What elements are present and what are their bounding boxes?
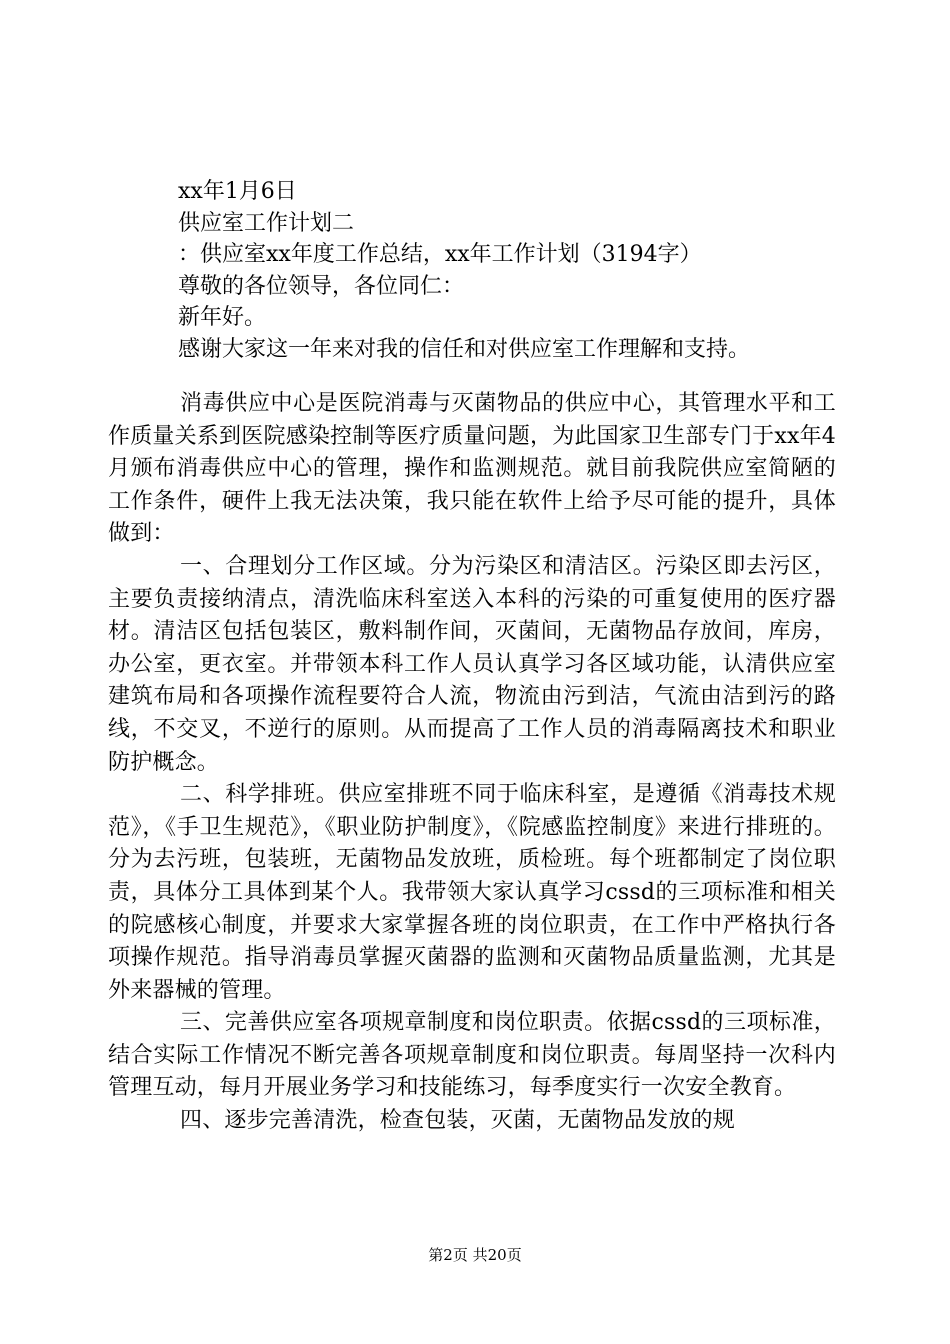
paragraph-intro: 消毒供应中心是医院消毒与灭菌物品的供应中心，其管理水平和工作质量关系到医院感染控制等医疗质量问题，为此国家卫生部专门于xx年4月颁布消毒供应中心的管理，操作和监测规范。就目前我院供应室简陋的工作条件，硬件上我无法决策，我只能在软件上给予尽可能的提升，具体做到： (108, 391, 836, 547)
document-body (108, 388, 836, 1138)
paragraph-section-1: 一、合理划分工作区域。分为污染区和清洁区。污染区即去污区，主要负责接纳清点，清洗临床科室送入本科的污染的可重复使用的医疗器材。清洁区包括包装区，敷料制作间，灭菌间，无菌物品存放间，库房，办公室，更衣室。并带领本科工作人员认真学习各区域功能，认清供应室建筑布局和各项操作流程要符合人流，物流由污到洁，气流由洁到污的路线，不交叉，不逆行的原则。从而提高了工作人员的消毒隔离技术和职业防护概念。 (108, 553, 836, 775)
document-subtitle: ：供应室xx年度工作总结，xx年工作计划（3194字） (178, 242, 702, 267)
salutation: 尊敬的各位领导，各位同仁： (178, 273, 465, 299)
document-title: 供应室工作计划二 (178, 210, 355, 236)
paragraph-section-3: 三、完善供应室各项规章制度和岗位职责。依据cssd的三项标准，结合实际工作情况不断完善各项规章制度和岗位职责。每周坚持一次科内管理互动，每月开展业务学习和技能练习，每季度实行一次安全教育。 (108, 1010, 836, 1101)
greeting: 新年好。 (178, 305, 267, 330)
paragraph-section-4: 四、逐步完善清洗，检查包装，灭菌，无菌物品发放的规 (180, 1108, 736, 1134)
document-header (178, 176, 878, 365)
date-line: xx年1月6日 (178, 179, 297, 204)
paragraph-section-2: 二、科学排班。供应室排班不同于临床科室，是遵循《消毒技术规范》，《手卫生规范》，《职业防护制度》，《院感监控制度》来进行排班的。分为去污班，包装班，无菌物品发放班，质检班。每个班都制定了岗位职责，具体分工具体到某个人。我带领大家认真学习cssd的三项标准和相关的院感核心制度，并要求大家掌握各班的岗位职责，在工作中严格执行各项操作规范。指导消毒员掌握灭菌器的监测和灭菌物品质量监测，尤其是外来器械的管理。 (108, 782, 836, 1003)
thanks-line: 感谢大家这一年来对我的信任和对供应室工作理解和支持。 (178, 336, 751, 362)
page-footer: 第2页 共20页 (428, 1246, 522, 1264)
